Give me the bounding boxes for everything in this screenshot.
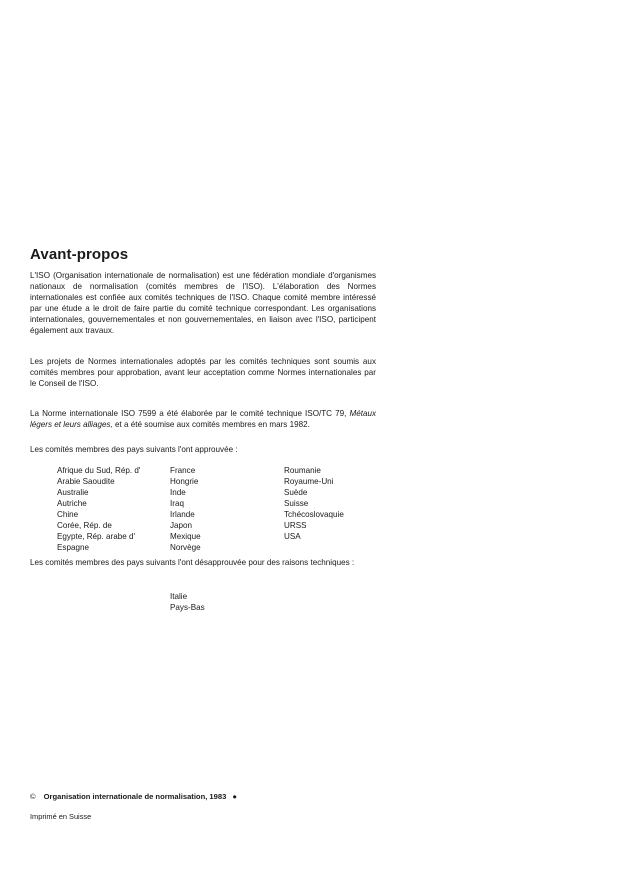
country-item: URSS xyxy=(284,521,307,530)
country-item: Mexique xyxy=(170,532,201,541)
country-item: Irlande xyxy=(170,510,195,519)
approving-countries-column-2 xyxy=(170,465,201,553)
page-heading: Avant-propos xyxy=(30,246,129,263)
country-item: Iraq xyxy=(170,499,184,508)
copyright-text: Organisation internationale de normalisation, 1983 xyxy=(43,792,227,801)
country-item: Japon xyxy=(170,521,193,530)
country-item: Royaume-Uni xyxy=(284,477,334,486)
approving-countries-column-3 xyxy=(284,465,344,542)
approving-countries-column-1 xyxy=(57,465,140,553)
approval-paragraph: Les projets de Normes internationales adoptés par les comités techniques sont soumis aux comités membres pour approbation, avant leur acceptation comme Normes internationales par le Conseil de l'ISO. xyxy=(30,357,376,388)
preparation-text-start: La Norme internationale ISO 7599 a été élaborée par le comité technique ISO/TC 79, xyxy=(30,409,347,418)
disapproving-members-intro: Les comités membres des pays suivants l'ont désapprouvée pour des raisons techniques : xyxy=(30,558,355,567)
bullet-icon: ● xyxy=(232,792,237,801)
country-item: Australie xyxy=(57,488,89,497)
printed-in: Imprimé en Suisse xyxy=(30,812,92,821)
country-item: Hongrie xyxy=(170,477,199,486)
country-item: Tchécoslovaquie xyxy=(284,510,344,519)
country-item: Norvège xyxy=(170,543,201,552)
country-item: Chine xyxy=(57,510,79,519)
country-item: Egypte, Rép. arabe d' xyxy=(57,532,136,541)
country-item: Inde xyxy=(170,488,186,497)
copyright-icon: © xyxy=(30,792,36,801)
copyright-line xyxy=(30,792,237,801)
country-item: Autriche xyxy=(57,499,87,508)
country-item: Suède xyxy=(284,488,308,497)
country-item: Afrique du Sud, Rép. d' xyxy=(57,466,141,475)
country-item: USA xyxy=(284,532,301,541)
preparation-paragraph xyxy=(30,408,376,430)
country-item: France xyxy=(170,466,196,475)
country-item: Espagne xyxy=(57,543,89,552)
country-item: Corée, Rép. de xyxy=(57,521,112,530)
preparation-text-end: et a été soumise aux comités membres en mars 1982. xyxy=(112,420,310,429)
intro-paragraph: L'ISO (Organisation internationale de normalisation) est une fédération mondiale d'organismes nationaux de normalisation (comités membres de l'ISO). L'élaboration des Normes internationales est confiée aux comités techniques de l'ISO. Chaque comité membre intéressé par une étude a le droit de faire partie du comité technique correspondant. Les organisations internationales, gouvernementales et non gouvernementales, en liaison avec l'ISO, participent également aux travaux. xyxy=(30,271,376,335)
country-item: Pays-Bas xyxy=(170,603,205,612)
country-item: Italie xyxy=(170,592,188,601)
approving-members-intro: Les comités membres des pays suivants l'ont approuvée : xyxy=(30,445,238,454)
country-item: Suisse xyxy=(284,499,309,508)
disapproving-countries xyxy=(170,591,205,613)
committee-title: Métaux légers et leurs alliages, xyxy=(30,409,376,429)
country-item: Roumanie xyxy=(284,466,321,475)
country-item: Arabie Saoudite xyxy=(57,477,115,486)
